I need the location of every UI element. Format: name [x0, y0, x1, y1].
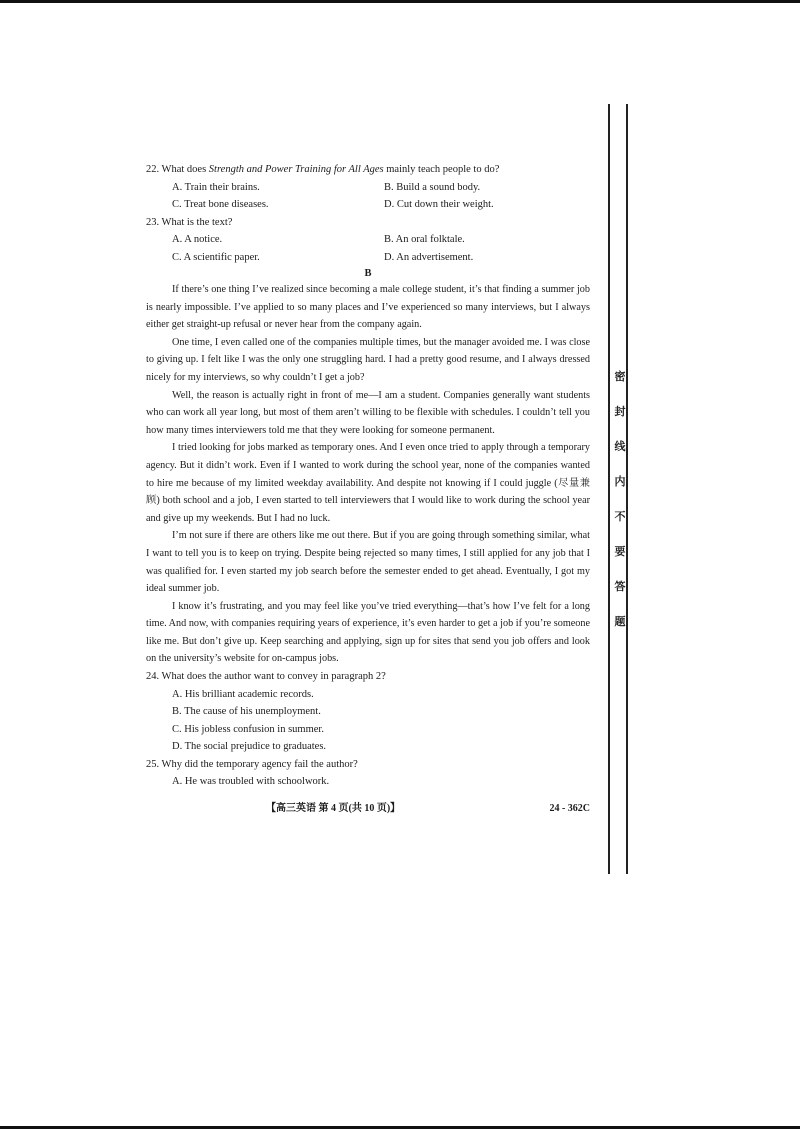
- section-label: B: [364, 268, 372, 279]
- q25-option-a: A. He was troubled with schoolwork.: [172, 776, 330, 788]
- exam-page-content: [146, 161, 590, 817]
- q22-option-c: C. Treat bone diseases.: [172, 199, 269, 210]
- seal-line-char: 密: [614, 370, 626, 383]
- question-22-prefix: 22. What does: [146, 164, 209, 175]
- q22-option-a: A. Train their brains.: [172, 181, 260, 193]
- binding-line-left: [608, 104, 610, 874]
- page-number-label: 【高三英语 第 4 页(共 10 页)】: [266, 802, 401, 814]
- passage-paragraph-5: I’m not sure if there are others like me out there. But if you are going through something similar, what I want to tell you is to keep on trying. Despite being rejected so many times, I still applied for any job that I was qualified for. I even started my job search before the semester ended to get ahead. Eventually, I got my ideal summer job.: [146, 530, 590, 595]
- q23-option-b: B. An oral folktale.: [384, 234, 465, 245]
- q24-option-a: A. His brilliant academic records.: [172, 688, 314, 700]
- q22-options-row-2: [146, 196, 590, 214]
- passage-paragraph-6: I know it’s frustrating, and you may feel like you’ve tried everything—that’s how I’ve felt for a long time. And now, with companies requiring years of experience, it’s even harder to get a job if you’re someone like me. But don’t give up. Keep searching and applying, sign up for sites that send you job offers and look on the university’s website for on-campus jobs.: [146, 600, 590, 665]
- question-23: 23. What is the text?: [146, 216, 233, 228]
- binding-line-right: [626, 104, 628, 874]
- q24-option-c: C. His jobless confusion in summer.: [172, 723, 324, 735]
- seal-line-char: 不: [614, 510, 626, 523]
- question-25: 25. Why did the temporary agency fail the author?: [146, 758, 358, 770]
- seal-line-char: 线: [614, 440, 626, 453]
- scan-bottom-border: [0, 1126, 800, 1129]
- page-footer: [146, 801, 590, 817]
- q22-option-b: B. Build a sound body.: [384, 181, 481, 193]
- q23-option-a: A. A notice.: [172, 234, 223, 245]
- q24-option-d: D. The social prejudice to graduates.: [172, 741, 327, 753]
- passage-paragraph-1: If there’s one thing I’ve realized since becoming a male college student, it’s that finding a summer job is nearly impossible. I’ve applied to so many places and I’ve experienced so many interviews, but I always either get straight-up refusal or never hear from the company again.: [146, 284, 590, 331]
- question-22-suffix: mainly teach people to do?: [383, 164, 500, 175]
- q23-option-d: D. An advertisement.: [384, 251, 474, 263]
- q22-option-d: D. Cut down their weight.: [384, 199, 494, 210]
- passage-paragraph-2: One time, I even called one of the companies multiple times, but the manager avoided me. I was close to giving up. I felt like I was the only one struggling hard. I had a pretty good resume, and I always dressed nicely for my interviews, so why couldn’t I get a job?: [146, 336, 590, 383]
- passage-paragraph-4: I tried looking for jobs marked as temporary ones. And I even once tried to apply through a temporary agency. But it didn’t work. Even if I wanted to work during the school year, none of the companies wanted to hire me because of my limited weekday availability. And despite not knowing if I could juggle (尽量兼顾) both school and a job, I even started to tell interviewers that I would like to work during the school year and give up my weekends. But I had no luck.: [146, 442, 590, 524]
- question-22-title: Strength and Power Training for All Ages: [208, 164, 384, 175]
- seal-line-char: 答: [614, 580, 626, 593]
- q24-option-b: B. The cause of his unemployment.: [172, 706, 321, 718]
- exam-code: 24 - 362C: [549, 802, 590, 814]
- question-22: [146, 161, 590, 179]
- q23-options-row-2: [146, 249, 590, 267]
- seal-line-char: 题: [614, 615, 626, 628]
- q23-option-c: C. A scientific paper.: [172, 251, 260, 263]
- passage-paragraph-3: Well, the reason is actually right in front of me—I am a student. Companies generally want students who can work all year long, but most of them aren’t willing to be flexible with schedules. I couldn’t tell you how many times interviewers told me that they were looking for someone permanent.: [146, 389, 590, 436]
- q23-options-row-1: [146, 231, 590, 249]
- scan-top-border: [0, 0, 800, 3]
- seal-line-char: 要: [614, 545, 626, 558]
- seal-line-char: 内: [614, 475, 626, 488]
- q22-options-row-1: [146, 179, 590, 197]
- question-24: 24. What does the author want to convey in paragraph 2?: [146, 671, 386, 683]
- seal-line-char: 封: [614, 405, 626, 418]
